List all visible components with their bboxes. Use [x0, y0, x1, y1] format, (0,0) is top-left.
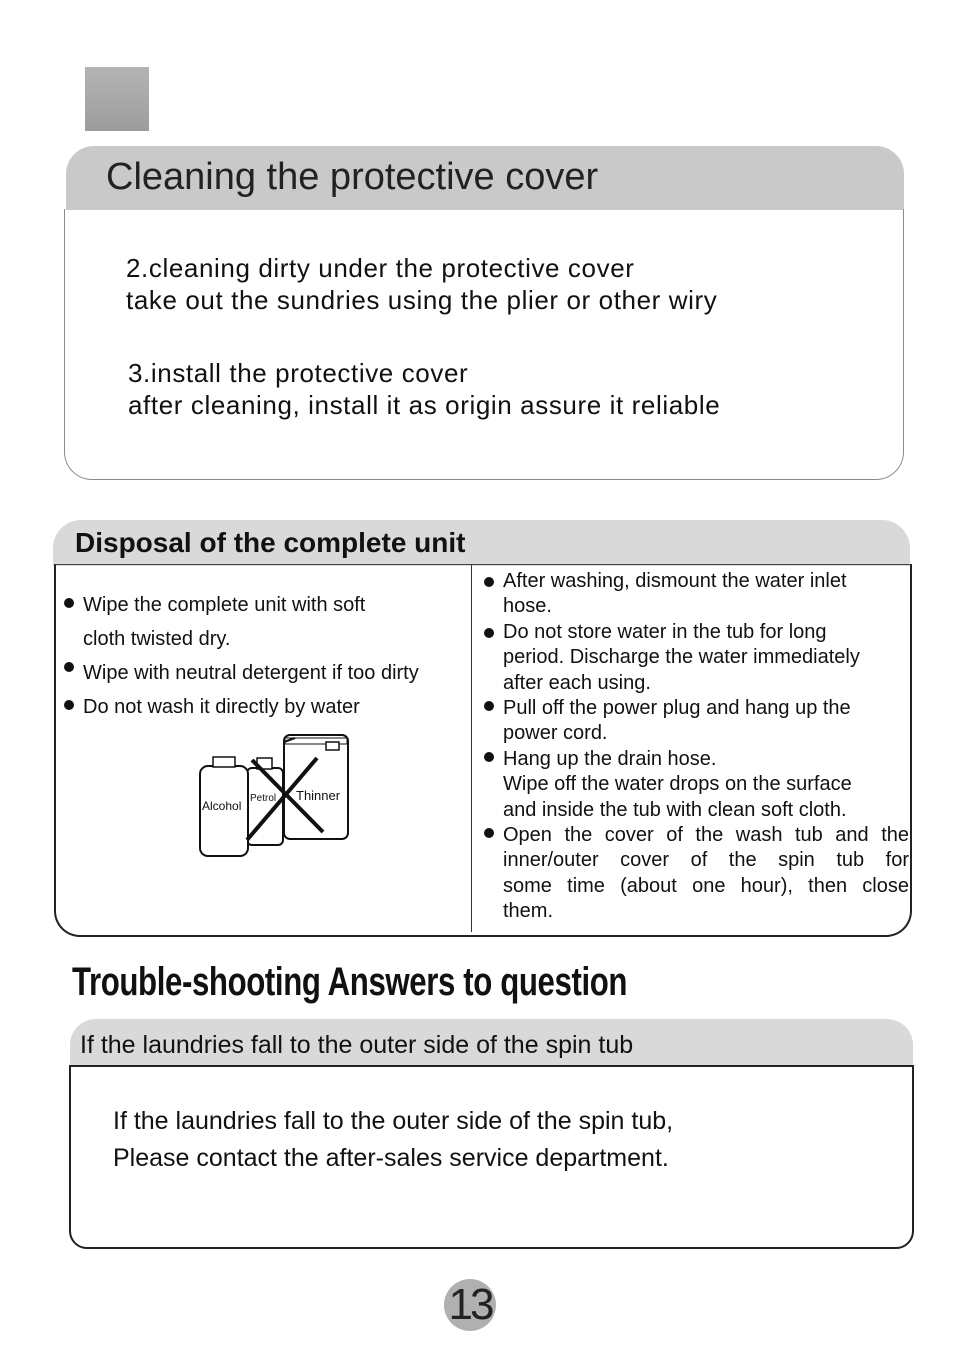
bullet-icon — [64, 662, 74, 672]
disposal-section-title: Disposal of the complete unit — [75, 527, 466, 558]
step3-heading: 3.install the protective cover — [128, 358, 469, 388]
right-item: Hang up the drain hose. Wipe off the water drops on the surface and inside the tub with clean soft cloth. — [503, 748, 852, 821]
answer-line: If the laundries fall to the outer side of the spin tub, — [113, 1107, 674, 1135]
step3-text: after cleaning, install it as origin assure it reliable — [128, 390, 721, 420]
troubleshooting-title: Trouble-shooting Answers to question — [72, 960, 628, 1004]
right-item: Open the cover of the wash tub and the inner/outer cover of the spin tub for some time (about one hour), then close them. — [503, 824, 909, 923]
step2-text: take out the sundries using the plier or other wiry — [126, 285, 718, 315]
bullet-icon — [484, 701, 494, 711]
bullet-icon — [64, 700, 74, 710]
column-divider — [471, 565, 472, 932]
question-title: If the laundries fall to the outer side of the spin tub — [80, 1031, 634, 1059]
page-number: 13 — [444, 1279, 496, 1331]
cleaning-section-title: Cleaning the protective cover — [106, 156, 599, 198]
section-marker-square — [85, 67, 149, 131]
right-item: After washing, dismount the water inlet hose. — [503, 570, 847, 618]
right-item: Pull off the power plug and hang up the power cord. — [503, 697, 851, 745]
left-item: Do not wash it directly by water — [83, 696, 360, 718]
left-item: Wipe the complete unit with soft — [83, 594, 366, 616]
bottle-label: Petrol — [250, 793, 277, 804]
bottle-label: Alcohol — [202, 799, 242, 813]
solvent-bottles-illustration — [195, 730, 355, 862]
bullet-icon — [64, 598, 74, 608]
bullet-icon — [484, 828, 494, 838]
left-item: cloth twisted dry. — [83, 628, 231, 650]
bullet-icon — [484, 628, 494, 638]
step2-heading: 2.cleaning dirty under the protective cover — [126, 253, 635, 283]
bottle-label: Thinner — [296, 788, 341, 803]
answer-line: Please contact the after-sales service department. — [113, 1144, 669, 1172]
cleaning-section-box — [64, 209, 904, 480]
bullet-icon — [484, 752, 494, 762]
left-item: Wipe with neutral detergent if too dirty — [83, 662, 419, 684]
bullet-icon — [484, 577, 494, 587]
right-item: Do not store water in the tub for long period. Discharge the water immediately after each using. — [503, 621, 860, 694]
